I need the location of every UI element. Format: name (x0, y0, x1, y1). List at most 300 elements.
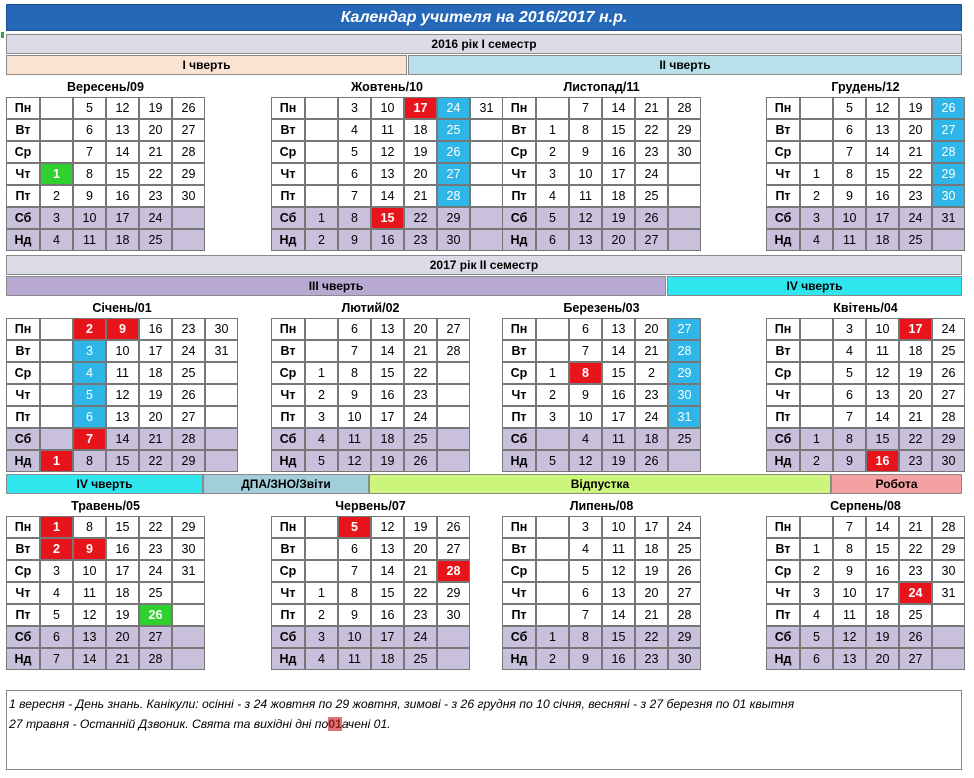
date-cell[interactable]: 19 (371, 450, 404, 472)
date-cell[interactable] (668, 207, 701, 229)
date-cell[interactable]: 17 (139, 340, 172, 362)
date-cell[interactable]: 22 (404, 362, 437, 384)
date-cell[interactable]: 22 (139, 163, 172, 185)
date-cell[interactable]: 29 (932, 428, 965, 450)
date-cell[interactable]: 23 (404, 384, 437, 406)
date-cell[interactable]: 22 (139, 516, 172, 538)
date-cell[interactable]: 12 (371, 141, 404, 163)
date-cell[interactable]: 26 (635, 207, 668, 229)
date-cell[interactable]: 18 (866, 229, 899, 251)
date-cell[interactable]: 3 (40, 207, 73, 229)
date-cell[interactable]: 17 (635, 516, 668, 538)
date-cell[interactable]: 7 (73, 141, 106, 163)
date-cell[interactable] (470, 141, 503, 163)
date-cell[interactable]: 26 (932, 97, 965, 119)
date-cell[interactable] (668, 450, 701, 472)
date-cell[interactable]: 24 (899, 207, 932, 229)
date-cell[interactable]: 13 (866, 384, 899, 406)
date-cell[interactable]: 7 (569, 340, 602, 362)
date-cell[interactable]: 19 (602, 207, 635, 229)
date-cell[interactable]: 6 (833, 384, 866, 406)
date-cell[interactable]: 28 (668, 340, 701, 362)
date-cell[interactable]: 21 (899, 516, 932, 538)
date-cell[interactable]: 12 (866, 97, 899, 119)
date-cell[interactable]: 23 (635, 384, 668, 406)
date-cell[interactable] (800, 384, 833, 406)
date-cell[interactable]: 27 (668, 318, 701, 340)
date-cell[interactable]: 22 (139, 450, 172, 472)
date-cell[interactable] (305, 318, 338, 340)
date-cell[interactable]: 8 (73, 163, 106, 185)
date-cell[interactable]: 24 (437, 97, 470, 119)
date-cell[interactable]: 4 (800, 604, 833, 626)
date-cell[interactable]: 13 (371, 163, 404, 185)
date-cell[interactable]: 25 (899, 604, 932, 626)
date-cell[interactable] (536, 538, 569, 560)
date-cell[interactable]: 24 (635, 163, 668, 185)
date-cell[interactable]: 2 (73, 318, 106, 340)
date-cell[interactable]: 16 (866, 450, 899, 472)
date-cell[interactable]: 4 (40, 582, 73, 604)
date-cell[interactable]: 1 (305, 207, 338, 229)
date-cell[interactable] (437, 362, 470, 384)
date-cell[interactable] (305, 340, 338, 362)
date-cell[interactable]: 1 (305, 582, 338, 604)
date-cell[interactable]: 21 (106, 648, 139, 670)
date-cell[interactable]: 8 (833, 538, 866, 560)
date-cell[interactable]: 27 (139, 626, 172, 648)
date-cell[interactable]: 26 (404, 450, 437, 472)
date-cell[interactable]: 2 (536, 648, 569, 670)
date-cell[interactable]: 23 (635, 141, 668, 163)
date-cell[interactable] (305, 185, 338, 207)
date-cell[interactable]: 24 (404, 626, 437, 648)
date-cell[interactable] (40, 406, 73, 428)
date-cell[interactable]: 5 (40, 604, 73, 626)
date-cell[interactable]: 16 (602, 384, 635, 406)
date-cell[interactable]: 17 (371, 626, 404, 648)
date-cell[interactable]: 30 (172, 185, 205, 207)
date-cell[interactable]: 10 (569, 163, 602, 185)
date-cell[interactable] (800, 119, 833, 141)
date-cell[interactable]: 15 (866, 163, 899, 185)
date-cell[interactable]: 19 (404, 141, 437, 163)
date-cell[interactable]: 13 (602, 582, 635, 604)
date-cell[interactable]: 24 (899, 582, 932, 604)
date-cell[interactable]: 11 (73, 229, 106, 251)
date-cell[interactable]: 16 (866, 185, 899, 207)
date-cell[interactable]: 20 (899, 119, 932, 141)
date-cell[interactable]: 15 (106, 516, 139, 538)
date-cell[interactable]: 11 (73, 582, 106, 604)
date-cell[interactable]: 12 (73, 604, 106, 626)
date-cell[interactable]: 14 (106, 141, 139, 163)
date-cell[interactable]: 18 (404, 119, 437, 141)
date-cell[interactable]: 25 (139, 229, 172, 251)
date-cell[interactable] (305, 560, 338, 582)
date-cell[interactable]: 23 (139, 185, 172, 207)
date-cell[interactable]: 10 (338, 626, 371, 648)
date-cell[interactable]: 18 (899, 340, 932, 362)
date-cell[interactable] (40, 141, 73, 163)
date-cell[interactable]: 7 (833, 516, 866, 538)
date-cell[interactable]: 25 (635, 185, 668, 207)
date-cell[interactable]: 21 (635, 97, 668, 119)
date-cell[interactable]: 27 (437, 163, 470, 185)
date-cell[interactable]: 12 (338, 450, 371, 472)
date-cell[interactable]: 21 (139, 141, 172, 163)
date-cell[interactable]: 25 (668, 428, 701, 450)
date-cell[interactable]: 8 (338, 207, 371, 229)
date-cell[interactable]: 18 (139, 362, 172, 384)
date-cell[interactable] (536, 97, 569, 119)
date-cell[interactable]: 1 (305, 362, 338, 384)
date-cell[interactable] (40, 428, 73, 450)
date-cell[interactable]: 23 (139, 538, 172, 560)
date-cell[interactable]: 24 (932, 318, 965, 340)
date-cell[interactable]: 17 (602, 406, 635, 428)
date-cell[interactable] (305, 141, 338, 163)
date-cell[interactable]: 4 (338, 119, 371, 141)
date-cell[interactable]: 24 (172, 340, 205, 362)
date-cell[interactable]: 18 (635, 538, 668, 560)
date-cell[interactable]: 7 (338, 340, 371, 362)
date-cell[interactable]: 6 (73, 406, 106, 428)
date-cell[interactable]: 17 (404, 97, 437, 119)
date-cell[interactable]: 20 (635, 318, 668, 340)
date-cell[interactable]: 18 (602, 185, 635, 207)
date-cell[interactable]: 6 (338, 163, 371, 185)
date-cell[interactable]: 6 (833, 119, 866, 141)
date-cell[interactable]: 8 (73, 450, 106, 472)
date-cell[interactable]: 17 (106, 207, 139, 229)
date-cell[interactable]: 14 (866, 406, 899, 428)
date-cell[interactable]: 22 (635, 626, 668, 648)
date-cell[interactable]: 25 (139, 582, 172, 604)
date-cell[interactable]: 14 (866, 141, 899, 163)
date-cell[interactable]: 13 (106, 119, 139, 141)
date-cell[interactable]: 11 (371, 119, 404, 141)
date-cell[interactable]: 25 (404, 428, 437, 450)
date-cell[interactable]: 11 (602, 538, 635, 560)
date-cell[interactable]: 16 (139, 318, 172, 340)
date-cell[interactable]: 12 (569, 450, 602, 472)
date-cell[interactable]: 20 (139, 406, 172, 428)
date-cell[interactable]: 8 (569, 626, 602, 648)
date-cell[interactable]: 31 (932, 582, 965, 604)
date-cell[interactable]: 20 (404, 163, 437, 185)
date-cell[interactable]: 4 (73, 362, 106, 384)
date-cell[interactable] (40, 384, 73, 406)
date-cell[interactable]: 28 (437, 340, 470, 362)
date-cell[interactable]: 11 (602, 428, 635, 450)
date-cell[interactable]: 15 (106, 450, 139, 472)
date-cell[interactable]: 18 (106, 582, 139, 604)
date-cell[interactable]: 11 (833, 229, 866, 251)
date-cell[interactable]: 15 (866, 428, 899, 450)
date-cell[interactable]: 6 (40, 626, 73, 648)
date-cell[interactable]: 5 (73, 384, 106, 406)
date-cell[interactable] (305, 516, 338, 538)
date-cell[interactable] (800, 97, 833, 119)
date-cell[interactable]: 5 (536, 450, 569, 472)
date-cell[interactable]: 23 (899, 185, 932, 207)
date-cell[interactable]: 14 (371, 560, 404, 582)
date-cell[interactable]: 11 (338, 428, 371, 450)
date-cell[interactable]: 5 (569, 560, 602, 582)
date-cell[interactable]: 4 (536, 185, 569, 207)
date-cell[interactable]: 6 (338, 538, 371, 560)
date-cell[interactable]: 17 (899, 318, 932, 340)
date-cell[interactable]: 8 (338, 362, 371, 384)
date-cell[interactable] (470, 207, 503, 229)
date-cell[interactable]: 5 (338, 516, 371, 538)
date-cell[interactable]: 26 (437, 141, 470, 163)
date-cell[interactable]: 14 (602, 340, 635, 362)
date-cell[interactable] (172, 207, 205, 229)
date-cell[interactable]: 22 (899, 428, 932, 450)
date-cell[interactable]: 20 (866, 648, 899, 670)
date-cell[interactable]: 3 (305, 626, 338, 648)
date-cell[interactable]: 2 (800, 450, 833, 472)
date-cell[interactable]: 14 (73, 648, 106, 670)
date-cell[interactable]: 2 (800, 560, 833, 582)
date-cell[interactable]: 29 (668, 362, 701, 384)
date-cell[interactable] (40, 119, 73, 141)
date-cell[interactable]: 19 (899, 362, 932, 384)
date-cell[interactable]: 7 (833, 141, 866, 163)
date-cell[interactable]: 18 (371, 648, 404, 670)
date-cell[interactable]: 14 (602, 97, 635, 119)
date-cell[interactable] (932, 229, 965, 251)
date-cell[interactable]: 31 (172, 560, 205, 582)
date-cell[interactable]: 1 (800, 163, 833, 185)
date-cell[interactable]: 18 (371, 428, 404, 450)
date-cell[interactable] (305, 97, 338, 119)
date-cell[interactable] (172, 626, 205, 648)
date-cell[interactable] (305, 119, 338, 141)
date-cell[interactable]: 8 (833, 428, 866, 450)
date-cell[interactable] (205, 428, 238, 450)
date-cell[interactable]: 17 (106, 560, 139, 582)
date-cell[interactable] (437, 450, 470, 472)
date-cell[interactable]: 13 (569, 229, 602, 251)
date-cell[interactable] (536, 560, 569, 582)
date-cell[interactable]: 25 (404, 648, 437, 670)
date-cell[interactable]: 2 (305, 229, 338, 251)
date-cell[interactable]: 25 (172, 362, 205, 384)
date-cell[interactable]: 22 (404, 207, 437, 229)
date-cell[interactable]: 18 (106, 229, 139, 251)
date-cell[interactable]: 1 (536, 119, 569, 141)
date-cell[interactable]: 7 (338, 185, 371, 207)
date-cell[interactable]: 31 (668, 406, 701, 428)
date-cell[interactable] (668, 229, 701, 251)
date-cell[interactable]: 9 (833, 560, 866, 582)
date-cell[interactable]: 13 (371, 538, 404, 560)
date-cell[interactable] (437, 648, 470, 670)
date-cell[interactable]: 21 (404, 340, 437, 362)
date-cell[interactable]: 14 (602, 604, 635, 626)
date-cell[interactable]: 19 (404, 516, 437, 538)
date-cell[interactable]: 13 (833, 648, 866, 670)
date-cell[interactable]: 31 (205, 340, 238, 362)
date-cell[interactable]: 22 (899, 163, 932, 185)
date-cell[interactable]: 7 (40, 648, 73, 670)
date-cell[interactable]: 5 (305, 450, 338, 472)
date-cell[interactable] (800, 318, 833, 340)
date-cell[interactable]: 4 (833, 340, 866, 362)
date-cell[interactable]: 19 (139, 97, 172, 119)
date-cell[interactable] (172, 604, 205, 626)
date-cell[interactable]: 15 (602, 362, 635, 384)
date-cell[interactable]: 3 (73, 340, 106, 362)
date-cell[interactable]: 28 (932, 406, 965, 428)
date-cell[interactable]: 27 (635, 229, 668, 251)
date-cell[interactable]: 9 (73, 185, 106, 207)
date-cell[interactable]: 10 (602, 516, 635, 538)
date-cell[interactable]: 10 (371, 97, 404, 119)
date-cell[interactable] (40, 97, 73, 119)
date-cell[interactable]: 14 (106, 428, 139, 450)
date-cell[interactable]: 4 (305, 428, 338, 450)
date-cell[interactable]: 30 (172, 538, 205, 560)
date-cell[interactable]: 1 (800, 428, 833, 450)
date-cell[interactable] (172, 582, 205, 604)
date-cell[interactable]: 2 (305, 604, 338, 626)
date-cell[interactable] (470, 229, 503, 251)
date-cell[interactable]: 5 (833, 97, 866, 119)
date-cell[interactable]: 9 (338, 384, 371, 406)
date-cell[interactable] (305, 538, 338, 560)
date-cell[interactable]: 2 (536, 384, 569, 406)
date-cell[interactable] (536, 318, 569, 340)
date-cell[interactable]: 25 (668, 538, 701, 560)
date-cell[interactable]: 15 (106, 163, 139, 185)
date-cell[interactable]: 21 (404, 185, 437, 207)
date-cell[interactable]: 27 (437, 538, 470, 560)
date-cell[interactable]: 9 (569, 648, 602, 670)
date-cell[interactable]: 1 (536, 362, 569, 384)
date-cell[interactable]: 21 (899, 141, 932, 163)
date-cell[interactable]: 20 (635, 582, 668, 604)
date-cell[interactable] (40, 318, 73, 340)
date-cell[interactable]: 16 (106, 185, 139, 207)
date-cell[interactable]: 27 (172, 406, 205, 428)
date-cell[interactable]: 22 (899, 538, 932, 560)
date-cell[interactable]: 26 (635, 450, 668, 472)
date-cell[interactable]: 1 (536, 626, 569, 648)
date-cell[interactable] (205, 406, 238, 428)
date-cell[interactable]: 20 (139, 119, 172, 141)
date-cell[interactable]: 29 (668, 119, 701, 141)
date-cell[interactable]: 25 (899, 229, 932, 251)
date-cell[interactable]: 29 (172, 516, 205, 538)
date-cell[interactable]: 6 (338, 318, 371, 340)
date-cell[interactable]: 24 (668, 516, 701, 538)
date-cell[interactable]: 4 (569, 538, 602, 560)
date-cell[interactable]: 29 (932, 163, 965, 185)
date-cell[interactable]: 29 (437, 207, 470, 229)
date-cell[interactable]: 10 (866, 318, 899, 340)
date-cell[interactable]: 29 (932, 538, 965, 560)
date-cell[interactable]: 9 (73, 538, 106, 560)
date-cell[interactable] (205, 384, 238, 406)
date-cell[interactable] (800, 516, 833, 538)
date-cell[interactable]: 29 (172, 163, 205, 185)
date-cell[interactable]: 19 (106, 604, 139, 626)
date-cell[interactable] (470, 185, 503, 207)
date-cell[interactable]: 27 (668, 582, 701, 604)
date-cell[interactable]: 18 (866, 604, 899, 626)
date-cell[interactable]: 15 (371, 582, 404, 604)
date-cell[interactable] (205, 450, 238, 472)
date-cell[interactable]: 24 (635, 406, 668, 428)
date-cell[interactable]: 3 (800, 582, 833, 604)
date-cell[interactable]: 23 (899, 560, 932, 582)
date-cell[interactable]: 28 (668, 97, 701, 119)
date-cell[interactable] (437, 428, 470, 450)
date-cell[interactable]: 28 (437, 560, 470, 582)
date-cell[interactable]: 16 (371, 384, 404, 406)
date-cell[interactable] (668, 185, 701, 207)
date-cell[interactable]: 30 (932, 450, 965, 472)
date-cell[interactable] (536, 582, 569, 604)
date-cell[interactable]: 3 (800, 207, 833, 229)
date-cell[interactable]: 7 (73, 428, 106, 450)
date-cell[interactable] (932, 626, 965, 648)
date-cell[interactable]: 21 (635, 604, 668, 626)
date-cell[interactable]: 2 (40, 185, 73, 207)
date-cell[interactable]: 28 (668, 604, 701, 626)
date-cell[interactable]: 24 (139, 560, 172, 582)
date-cell[interactable]: 20 (404, 538, 437, 560)
date-cell[interactable] (470, 119, 503, 141)
date-cell[interactable]: 26 (932, 362, 965, 384)
date-cell[interactable]: 5 (338, 141, 371, 163)
date-cell[interactable]: 23 (899, 450, 932, 472)
date-cell[interactable] (40, 362, 73, 384)
date-cell[interactable]: 9 (833, 185, 866, 207)
date-cell[interactable]: 3 (338, 97, 371, 119)
date-cell[interactable]: 23 (404, 604, 437, 626)
date-cell[interactable]: 21 (139, 428, 172, 450)
date-cell[interactable]: 24 (404, 406, 437, 428)
date-cell[interactable]: 16 (371, 604, 404, 626)
date-cell[interactable]: 25 (437, 119, 470, 141)
date-cell[interactable]: 7 (569, 97, 602, 119)
date-cell[interactable]: 9 (106, 318, 139, 340)
date-cell[interactable]: 6 (73, 119, 106, 141)
date-cell[interactable]: 10 (338, 406, 371, 428)
date-cell[interactable]: 15 (602, 119, 635, 141)
date-cell[interactable]: 14 (371, 185, 404, 207)
date-cell[interactable]: 16 (602, 648, 635, 670)
date-cell[interactable]: 26 (899, 626, 932, 648)
date-cell[interactable]: 20 (602, 229, 635, 251)
date-cell[interactable]: 17 (371, 406, 404, 428)
date-cell[interactable]: 10 (833, 207, 866, 229)
date-cell[interactable]: 13 (371, 318, 404, 340)
date-cell[interactable]: 10 (73, 207, 106, 229)
date-cell[interactable]: 26 (437, 516, 470, 538)
date-cell[interactable]: 29 (437, 582, 470, 604)
date-cell[interactable]: 4 (40, 229, 73, 251)
date-cell[interactable]: 20 (106, 626, 139, 648)
date-cell[interactable]: 20 (899, 384, 932, 406)
date-cell[interactable]: 13 (866, 119, 899, 141)
date-cell[interactable]: 9 (338, 229, 371, 251)
